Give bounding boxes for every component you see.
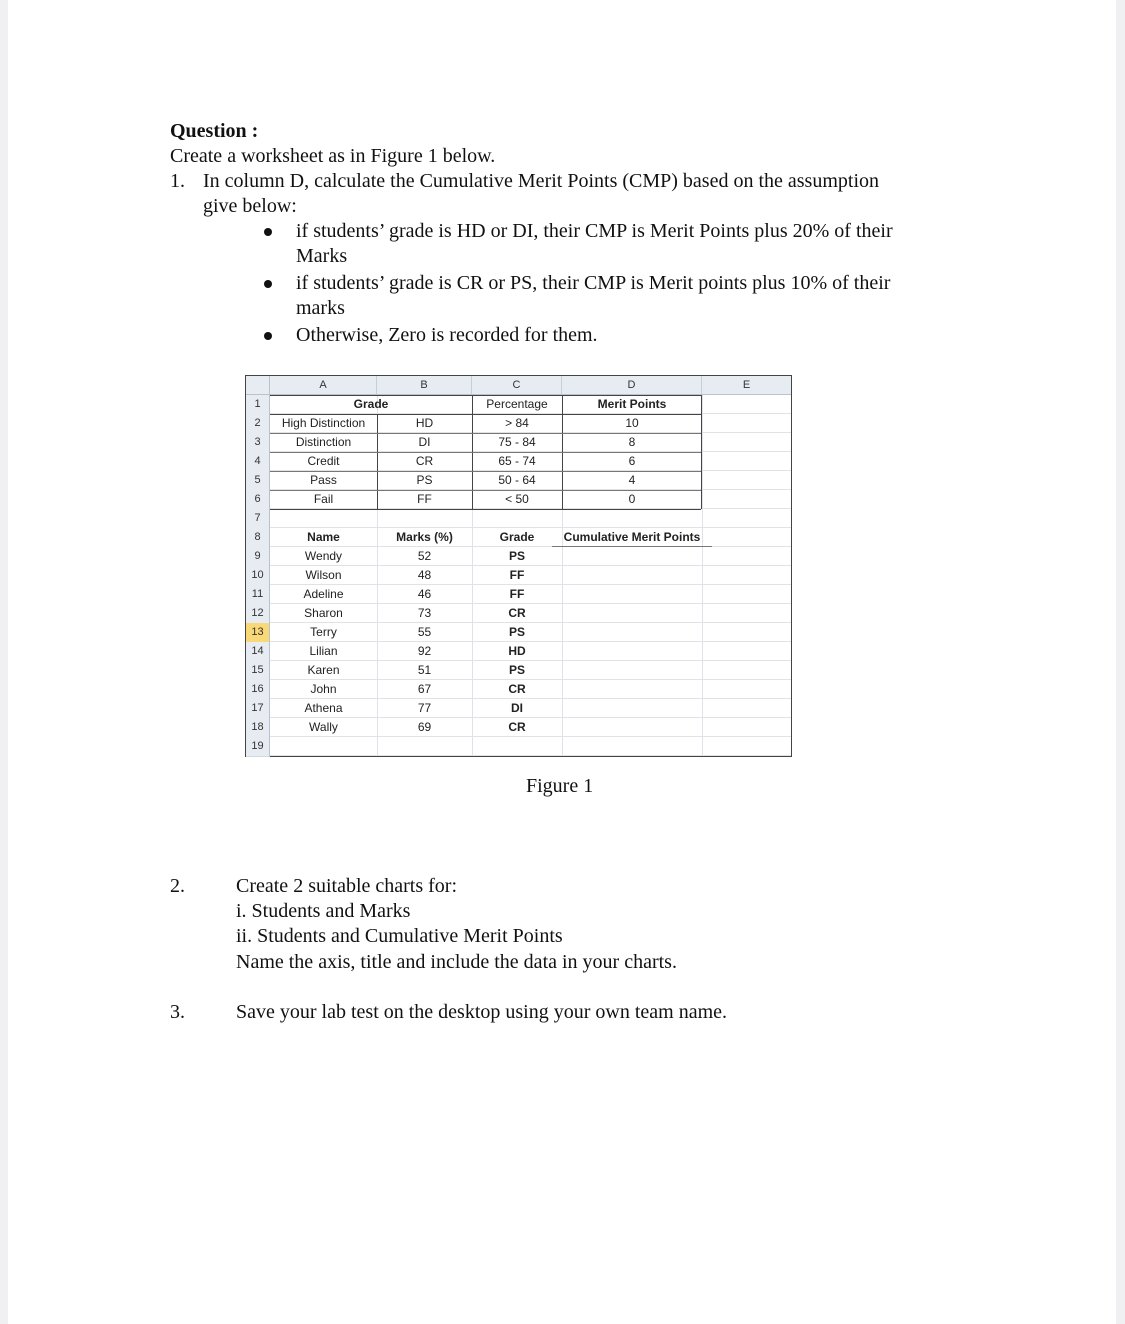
student-marks-cell: 67	[417, 682, 432, 696]
bullet-2-line1: if students’ grade is CR or PS, their CMP is Merit points plus 10% of their	[296, 272, 891, 294]
student-marks-cell: 92	[417, 644, 432, 658]
table-border	[270, 414, 701, 415]
item2-line4: Name the axis, title and include the data in your charts.	[236, 951, 677, 973]
grade-points-cell: 6	[628, 454, 636, 468]
merit-points-header: Merit Points	[597, 397, 667, 411]
row-header: 15	[246, 661, 270, 681]
row-header: 14	[246, 642, 270, 662]
grade-name-cell: Credit	[307, 454, 340, 468]
student-grade-cell: FF	[509, 568, 525, 582]
table-border	[270, 471, 701, 472]
column-header-d: D	[562, 376, 702, 395]
column-header-c: C	[472, 376, 562, 395]
column-header-e: E	[702, 376, 791, 395]
spreadsheet-figure	[245, 375, 792, 757]
row-header: 4	[246, 452, 270, 472]
row-header: 11	[246, 585, 270, 605]
student-name-cell: Lilian	[309, 644, 338, 658]
student-grade-cell: PS	[508, 663, 525, 677]
table-border	[701, 395, 702, 509]
item2-line1: Create 2 suitable charts for:	[236, 875, 458, 897]
grade-code-cell: HD	[415, 416, 434, 430]
item2-line3: ii. Students and Cumulative Merit Points	[236, 925, 563, 947]
student-grade-cell: CR	[508, 720, 526, 734]
row-header: 13	[246, 623, 270, 643]
row-header: 2	[246, 414, 270, 434]
bullet-3-line1: Otherwise, Zero is recorded for them.	[296, 324, 598, 346]
table-border	[270, 395, 701, 396]
table-border	[270, 509, 701, 510]
grade-points-cell: 4	[628, 473, 636, 487]
row-header: 8	[246, 528, 270, 548]
column-header-a: A	[270, 376, 377, 395]
table-border	[377, 414, 378, 509]
student-name-cell: Wendy	[304, 549, 343, 563]
student-grade-cell: CR	[508, 682, 526, 696]
student-grade-cell: DI	[511, 701, 523, 715]
row-header: 6	[246, 490, 270, 510]
student-name-cell: Sharon	[304, 606, 343, 620]
row-header: 16	[246, 680, 270, 700]
grid-line	[702, 395, 703, 756]
item2-number: 2.	[170, 875, 185, 897]
item1-line1: In column D, calculate the Cumulative Merit Points (CMP) based on the assumption	[203, 170, 880, 192]
bullet-1-line2: Marks	[296, 245, 348, 267]
grade-code-cell: PS	[416, 473, 433, 487]
grade-code-cell: DI	[418, 435, 431, 449]
bullet-1-line1: if students’ grade is HD or DI, their CMP is Merit Points plus 20% of their	[296, 220, 893, 242]
figure-caption: Figure 1	[526, 775, 594, 797]
item3-number: 3.	[170, 1001, 185, 1023]
student-name-cell: Terry	[310, 625, 337, 639]
bullet-2-line2: marks	[296, 297, 345, 319]
student-grade-cell: PS	[508, 625, 525, 639]
student-marks-cell: 52	[417, 549, 432, 563]
grade-name-cell: Pass	[310, 473, 337, 487]
grade-range-cell: > 84	[505, 416, 529, 430]
percentage-header: Percentage	[486, 397, 548, 411]
row-header: 7	[246, 509, 270, 529]
student-name-cell: John	[310, 682, 337, 696]
column-header-b: B	[377, 376, 472, 395]
document-page	[8, 0, 1116, 1324]
bullet-dot-icon	[264, 228, 272, 236]
student-marks-cell: 77	[417, 701, 432, 715]
grade-code-cell: CR	[415, 454, 434, 468]
student-grade-cell: HD	[508, 644, 526, 658]
grade-points-cell: 0	[628, 492, 636, 506]
marks-header: Marks (%)	[396, 530, 453, 544]
question-intro: Create a worksheet as in Figure 1 below.	[170, 145, 496, 167]
grade-points-cell: 8	[628, 435, 636, 449]
grade-points-cell: 10	[625, 416, 639, 430]
bullet-dot-icon	[264, 280, 272, 288]
document-body	[8, 0, 1116, 1324]
student-name-cell: Wilson	[305, 568, 342, 582]
item3-line1: Save your lab test on the desktop using your own team name.	[236, 1001, 728, 1023]
student-name-cell: Wally	[309, 720, 338, 734]
student-marks-cell: 69	[417, 720, 432, 734]
grade-code-cell: FF	[417, 492, 432, 506]
row-header: 10	[246, 566, 270, 586]
name-header: Name	[307, 530, 340, 544]
item2-line2: i. Students and Marks	[236, 900, 411, 922]
student-marks-cell: 51	[417, 663, 432, 677]
student-marks-cell: 46	[417, 587, 432, 601]
row-header: 9	[246, 547, 270, 567]
item1-line2: give below:	[203, 195, 297, 217]
table-border	[270, 490, 701, 491]
grade-header: Grade	[353, 397, 389, 411]
grade-range-cell: 65 - 74	[498, 454, 536, 468]
row-header: 12	[246, 604, 270, 624]
student-grade-cell: CR	[508, 606, 526, 620]
grid-line	[270, 755, 791, 756]
student-grade-cell: PS	[508, 549, 525, 563]
grade-range-cell: 75 - 84	[498, 435, 536, 449]
table-border	[270, 452, 701, 453]
sheet-corner	[246, 376, 270, 395]
student-name-cell: Karen	[307, 663, 340, 677]
grade-name-cell: High Distinction	[281, 416, 366, 430]
bullet-dot-icon	[264, 332, 272, 340]
student-grade-cell: FF	[509, 587, 525, 601]
item1-number: 1.	[170, 170, 185, 192]
student-marks-cell: 48	[417, 568, 432, 582]
student-name-cell: Adeline	[303, 587, 344, 601]
grade-name-cell: Fail	[313, 492, 334, 506]
row-header: 1	[246, 395, 270, 415]
grade-range-cell: 50 - 64	[498, 473, 536, 487]
student-name-cell: Athena	[304, 701, 343, 715]
student-marks-cell: 73	[417, 606, 432, 620]
row-header: 19	[246, 737, 270, 757]
student-marks-cell: 55	[417, 625, 432, 639]
row-header: 17	[246, 699, 270, 719]
row-header: 3	[246, 433, 270, 453]
question-heading: Question :	[170, 120, 259, 142]
row-header: 5	[246, 471, 270, 491]
cmp-header: Cumulative Merit Points	[563, 530, 701, 544]
cmp-header-underline	[552, 546, 712, 547]
grade-name-cell: Distinction	[295, 435, 352, 449]
row-header: 18	[246, 718, 270, 738]
grade-range-cell: < 50	[505, 492, 529, 506]
table-border	[270, 433, 701, 434]
grade-col-header: Grade	[499, 530, 535, 544]
